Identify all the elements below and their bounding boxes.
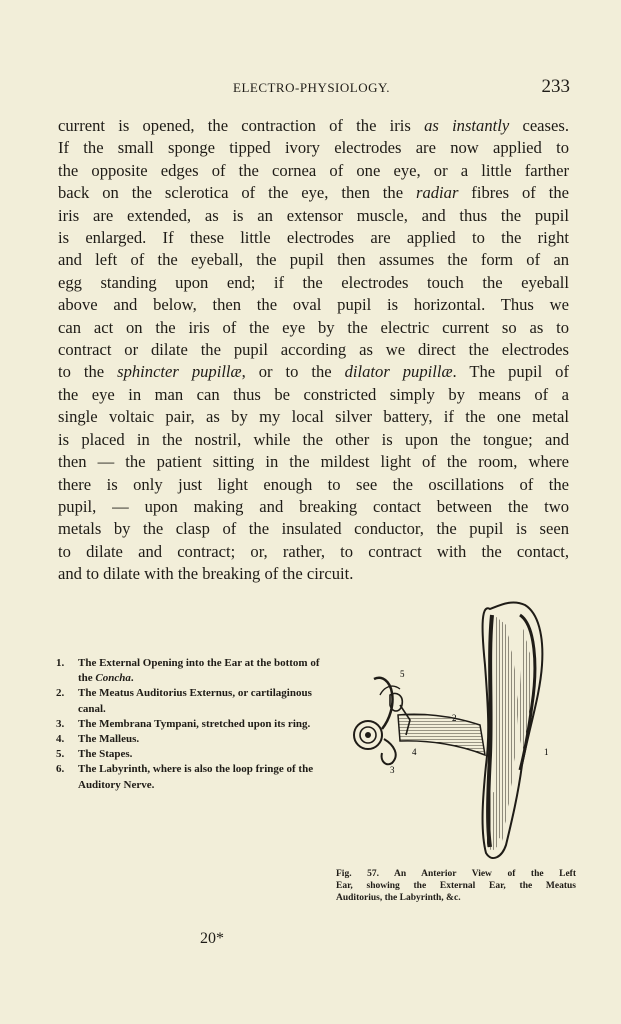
- caption-line: Fig. 57. An Anterior View of the Left: [336, 869, 576, 879]
- body-paragraph: [58, 115, 569, 586]
- signature-mark: 20*: [200, 930, 224, 947]
- text-line: back on the sclerotica of the eye, then the radiar fibres of the: [58, 183, 569, 203]
- caption-line: Ear, showing the External Ear, the Meatus: [336, 881, 576, 891]
- text-line: the eye in man can thus be constricted simply by means of a: [58, 384, 569, 404]
- text-line: If the small sponge tipped ivory electrodes are now applied to: [58, 138, 569, 158]
- text-line: is enlarged. If these little electrodes are applied to the right: [58, 228, 569, 248]
- figure-caption: [336, 868, 576, 904]
- text-line: above and below, then the oval pupil is horizontal. Thus we: [58, 295, 569, 315]
- text-line: and to dilate with the breaking of the circuit.: [58, 564, 354, 584]
- ear-anatomy-illustration: [340, 595, 560, 865]
- text-line: then — the patient sitting in the mildest light of the room, where: [58, 452, 569, 472]
- legend-item: 2. The Meatus Auditorius Externus, or cartilaginous canal.: [56, 687, 312, 715]
- text-line: there is only just light enough to see the oscillations of the: [58, 474, 569, 494]
- text-line: metals by the clasp of the insulated conductor, the pupil is seen: [58, 519, 569, 539]
- text-line: current is opened, the contraction of the iris as instantly ceases.: [58, 116, 569, 135]
- legend-item: 4. The Malleus.: [56, 733, 140, 746]
- figure-legend: [56, 656, 324, 793]
- text-line: to dilate and contract; or, rather, to contract with the contact,: [58, 541, 569, 561]
- text-line: pupil, — upon making and breaking contact between the two: [58, 496, 569, 516]
- figure-label: 5: [400, 669, 405, 679]
- legend-item: 6. The Labyrinth, where is also the loop fringe of the Auditory Nerve.: [56, 763, 314, 791]
- running-title: ELECTRO-PHYSIOLOGY.: [233, 80, 390, 95]
- legend-item: 3. The Membrana Tympani, stretched upon its ring.: [56, 717, 311, 730]
- legend-item: 1. The External Opening into the Ear at the bottom of the Concha.: [56, 657, 320, 685]
- figure-label: 4: [412, 747, 417, 757]
- page-number: 233: [541, 76, 570, 97]
- text-line: iris are extended, as is an extensor muscle, and thus the pupil: [58, 205, 569, 225]
- text-line: egg standing upon end; if the electrodes touch the eyeball: [58, 272, 569, 292]
- text-line: single voltaic pair, as by my local silver battery, if the one metal: [58, 407, 569, 427]
- text-line: and left of the eyeball, the pupil then assumes the form of an: [58, 250, 569, 270]
- figure-label: 1: [544, 747, 549, 757]
- text-line: can act on the iris of the eye by the electric current so as to: [58, 317, 569, 337]
- legend-item: 5. The Stapes.: [56, 748, 133, 761]
- caption-line: Auditorius, the Labyrinth, &c.: [336, 893, 461, 903]
- text-line: is placed in the nostril, while the other is upon the tongue; and: [58, 429, 569, 449]
- figure-label: 3: [390, 765, 395, 775]
- text-line: to the sphincter pupillæ, or to the dilator pupillæ. The pupil of: [58, 362, 569, 382]
- text-line: contract or dilate the pupil according as we direct the electrodes: [58, 340, 569, 360]
- page-header: [58, 76, 570, 98]
- text-line: the opposite edges of the cornea of one eye, or a little farther: [58, 160, 569, 180]
- figure-label: 2: [452, 713, 457, 723]
